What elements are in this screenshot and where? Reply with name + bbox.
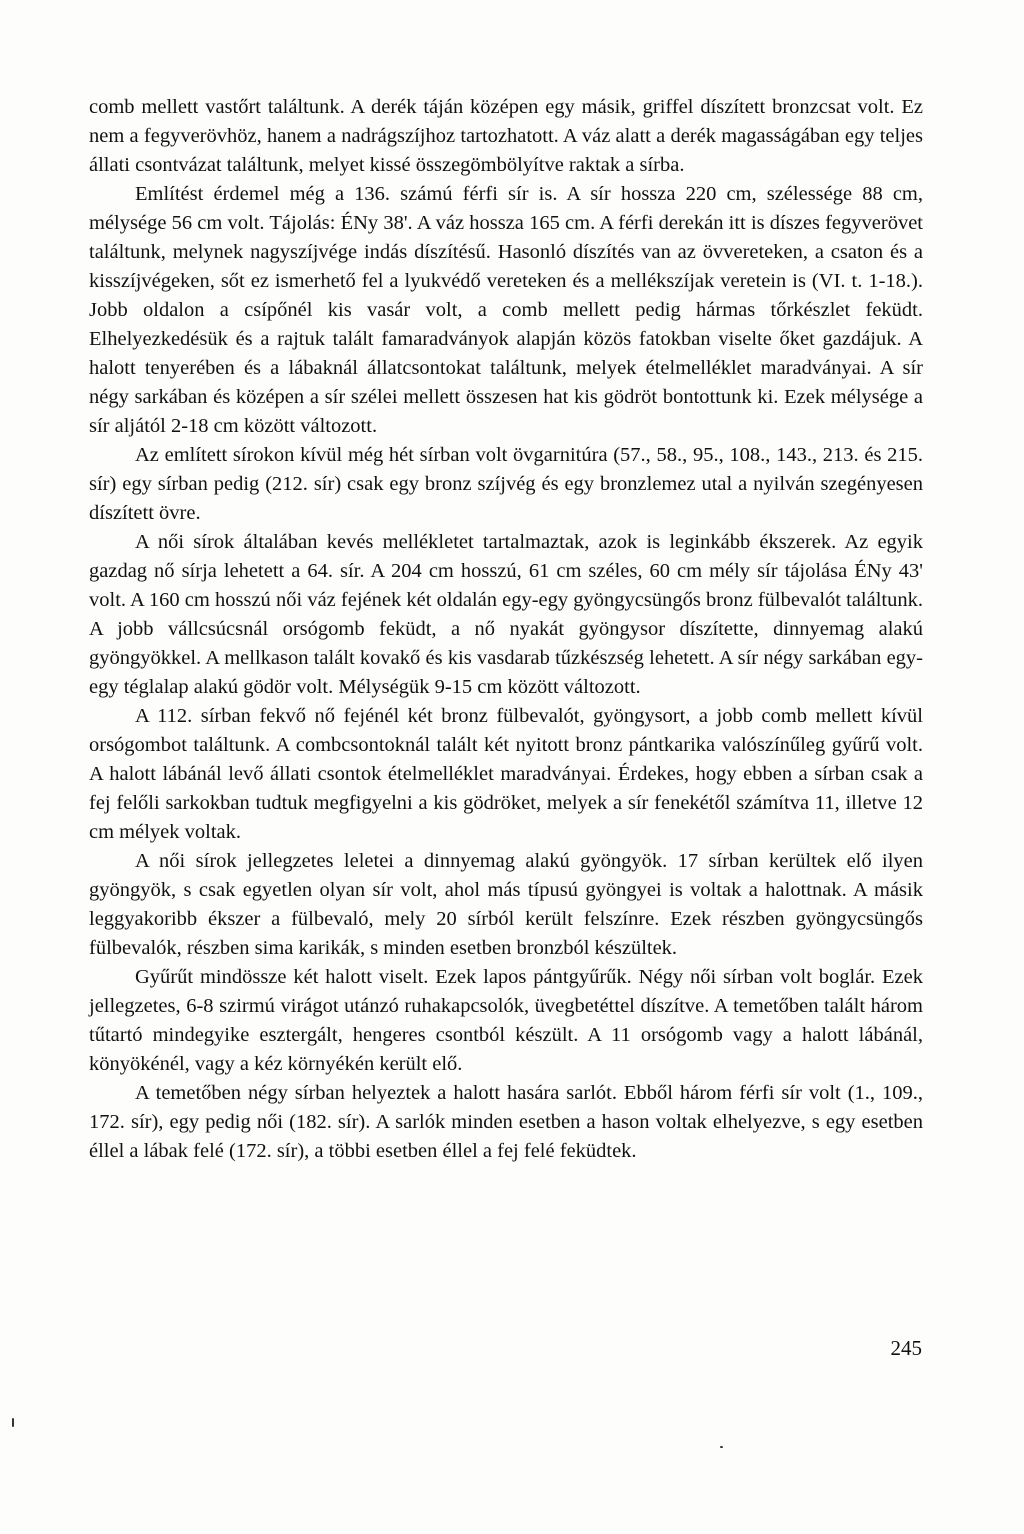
paragraph: A női sírok általában kevés mellékletet tartalmaztak, azok is leginkább ékszerek. Az egyik gazdag nő sírja lehetett a 64. sír. A 204 cm hosszú, 61 cm széles, 60 cm mély sír tájolása ÉNy 43' volt. A 160 cm hosszú női váz fejének két oldalán egy-egy gyöngycsüngős bronz fülbevalót találtunk. A jobb vállcsúcsnál orsógomb feküdt, a nő nyakát gyöngysor díszítette, dinnyemag alakú gyöngyökkel. A mellkason talált kovakő és kis vasdarab tűzkészség lehetett. A sír négy sarkában egy-egy téglalap alakú gödör volt. Mélységük 9-15 cm között változott. <box>89 531 923 698</box>
paragraph: Gyűrűt mindössze két halott viselt. Ezek lapos pántgyűrűk. Négy női sírban volt boglár. Ezek jellegzetes, 6-8 szirmú virágot utánzó ruhakapcsolók, üvegbetéttel díszítve. A temetőben talált három tűtartó mindegyike esztergált, hengeres csontból készült. A 11 orsógomb vagy a halott lábánál, könyökénél, vagy a kéz környékén került elő. <box>89 966 923 1075</box>
paragraph: A 112. sírban fekvő nő fejénél két bronz fülbevalót, gyöngysort, a jobb comb mellett kívül orsógombot találtunk. A combcsontoknál talált két nyitott bronz pántkarika valószínűleg gyűrű volt. A halott lábánál levő állati csontok ételmelléklet maradványai. Érdekes, hogy ebben a sírban csak a fej felőli sarkokban tudtuk megfigyelni a kis gödröket, melyek a sír fenekétől számítva 11, illetve 12 cm mélyek voltak. <box>89 705 923 843</box>
page-number: 245 <box>890 1336 922 1360</box>
paragraph: A temetőben négy sírban helyeztek a halott hasára sarlót. Ebből három férfi sír volt (1., 109., 172. sír), egy pedig női (182. sír). A sarlók minden esetben a hason voltak elhelyezve, s egy esetben éllel a lábak felé (172. sír), a többi esetben éllel a fej felé feküdtek. <box>89 1082 923 1162</box>
body-text <box>89 93 923 1166</box>
paragraph: comb mellett vastőrt találtunk. A derék táján középen egy másik, griffel díszített bronzcsat volt. Ez nem a fegyverövhöz, hanem a nadrágszíjhoz tartozhatott. A váz alatt a derék magasságában egy teljes állati csontvázat találtunk, melyet kissé összegömbölyítve raktak a sírba. <box>89 96 923 176</box>
paragraph: Említést érdemel még a 136. számú férfi sír is. A sír hossza 220 cm, szélessége 88 cm, mélysége 56 cm volt. Tájolás: ÉNy 38'. A váz hossza 165 cm. A férfi derekán itt is díszes fegyverövet találtunk, melynek nagyszíjvége indás díszítésű. Hasonló díszítés van az övvereteken, a csaton és a kisszíjvégeken, sőt ez ismerhető fel a lyukvédő vereteken és a mellékszíjak veretein is (VI. t. 1-18.). Jobb oldalon a csípőnél kis vasár volt, a comb mellett pedig hármas tőrkészlet feküdt. Elhelyezkedésük és a rajtuk talált famaradványok alapján közös fatokban viselte őket gazdájuk. A halott tenyerében és a lábaknál állatcsontokat találtunk, melyek ételmelléklet maradványai. A sír négy sarkában és középen a sír szélei mellett összesen hat kis gödröt bontottunk ki. Ezek mélysége a sír aljától 2-18 cm között változott. <box>89 183 923 437</box>
paragraph: A női sírok jellegzetes leletei a dinnyemag alakú gyöngyök. 17 sírban kerültek elő ilyen gyöngyök, s csak egyetlen olyan sír volt, ahol más típusú gyöngyei is voltak a halottnak. A másik leggyakoribb ékszer a fülbevaló, mely 20 sírból került felszínre. Ezek részben gyöngycsüngős fülbevalók, részben sima karikák, s minden esetben bronzból készültek. <box>89 850 923 959</box>
paragraph: Az említett sírokon kívül még hét sírban volt övgarnitúra (57., 58., 95., 108., 143., 213. és 215. sír) egy sírban pedig (212. sír) csak egy bronz szíjvég és egy bronzlemez utal a nyilván szegényesen díszített övre. <box>89 444 923 524</box>
scan-speck <box>720 1446 723 1448</box>
scan-speck <box>12 1418 14 1427</box>
